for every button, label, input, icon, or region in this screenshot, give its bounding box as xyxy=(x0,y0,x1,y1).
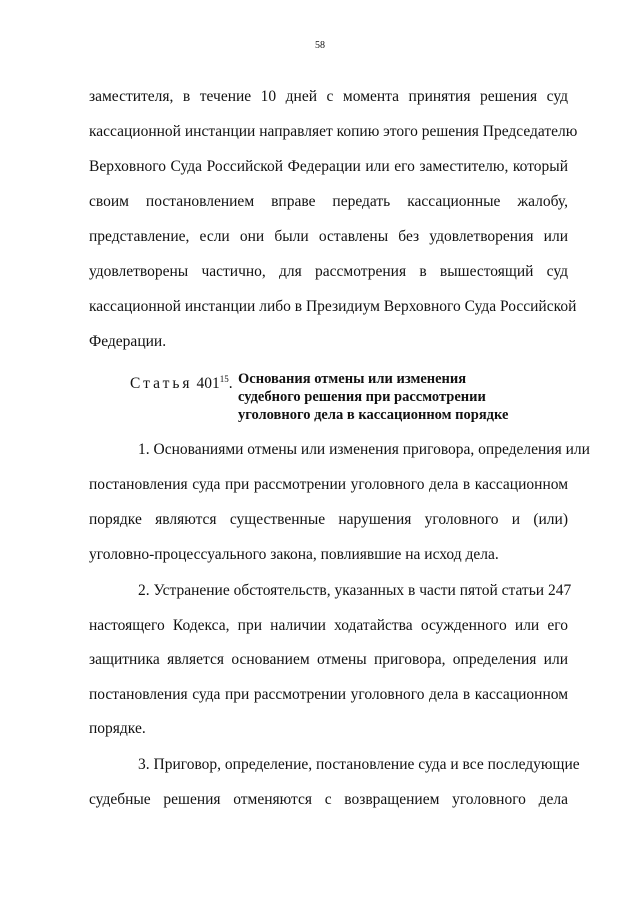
text-line: 3. Приговор, определение, постановление суда и все последующие xyxy=(138,756,580,773)
text-line: постановления суда при рассмотрении уголовного дела в кассационном xyxy=(89,476,568,493)
text-line: кассационной инстанции либо в Президиум Верховного Суда Российской xyxy=(89,298,577,315)
text-line: порядке. xyxy=(89,720,146,737)
article-label: Статья xyxy=(130,375,193,392)
text-line: постановления суда при рассмотрении уголовного дела в кассационном xyxy=(89,686,568,703)
text-line: уголовно-процессуального закона, повлиявшие на исход дела. xyxy=(89,546,499,563)
text-line: настоящего Кодекса, при наличии ходатайства осужденного или его xyxy=(89,617,568,634)
text-line: защитника является основанием отмены приговора, определения или xyxy=(89,651,568,668)
article-number-superscript: 15 xyxy=(219,374,229,384)
text-line: кассационной инстанции направляет копию этого решения Председателю xyxy=(89,123,578,140)
text-line: 2. Устранение обстоятельств, указанных в части пятой статьи 247 xyxy=(138,582,572,599)
text-line: представление, если они были оставлены без удовлетворения или xyxy=(89,228,568,245)
text-line: своим постановлением вправе передать кассационные жалобу, xyxy=(89,193,568,210)
page-number: 58 xyxy=(315,40,325,51)
article-number-dot: . xyxy=(228,375,233,392)
text-line: судебные решения отменяются с возвращением уголовного дела xyxy=(89,791,568,808)
article-title-line: Основания отмены или изменения xyxy=(238,371,467,387)
article-label-block xyxy=(130,370,233,393)
article-title-line: судебного решения при рассмотрении xyxy=(238,389,486,405)
article-number xyxy=(196,375,232,392)
text-line: заместителя, в течение 10 дней с момента принятия решения суд xyxy=(89,88,568,105)
text-line: удовлетворены частично, для рассмотрения в вышестоящий суд xyxy=(89,263,568,280)
article-number-main: 401 xyxy=(196,375,220,392)
text-line: Федерации. xyxy=(89,333,167,350)
article-title-line: уголовного дела в кассационном порядке xyxy=(238,407,509,423)
text-line: 1. Основаниями отмены или изменения приговора, определения или xyxy=(138,441,590,458)
text-line: порядке являются существенные нарушения уголовного и (или) xyxy=(89,511,568,528)
text-line: Верховного Суда Российской Федерации или его заместителю, который xyxy=(89,158,568,175)
